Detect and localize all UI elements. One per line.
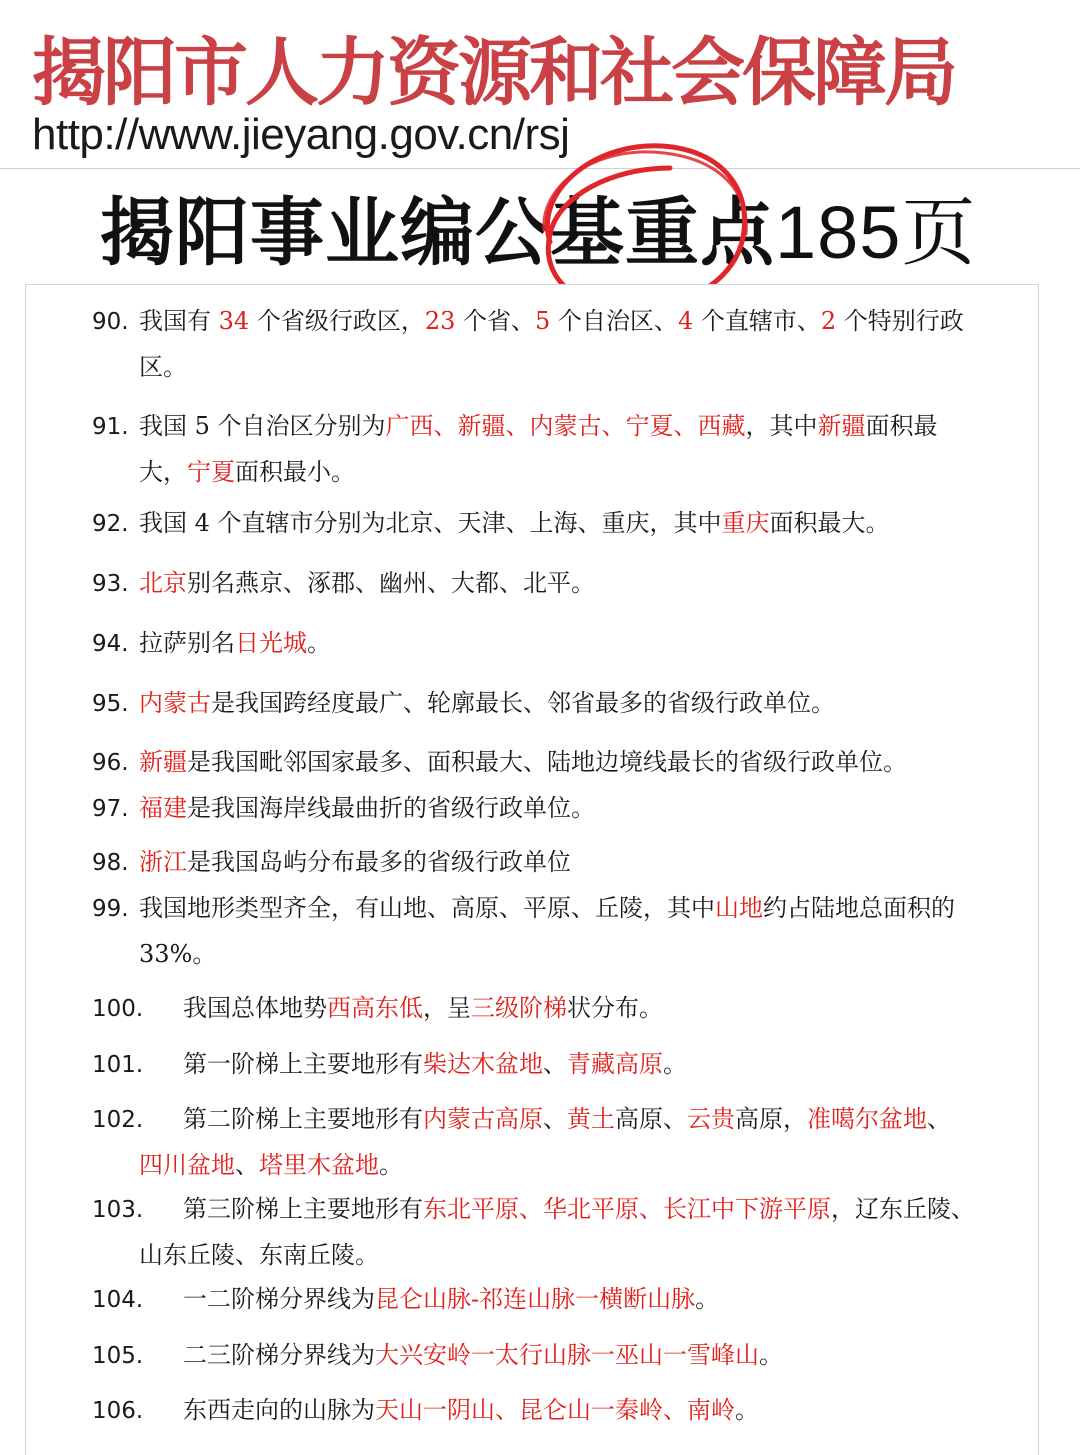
list-item (92, 404, 1004, 495)
list-item (92, 1097, 1004, 1188)
list-item (92, 681, 1004, 727)
body-text: 是我国毗邻国家最多、面积最大、陆地边境线最长的省级行政单位。 (187, 748, 907, 776)
item-text-line (92, 1233, 1004, 1278)
body-text: 。 (759, 1341, 783, 1369)
highlight-text: 福建 (139, 794, 187, 822)
body-text: 个省级行政区， (249, 307, 425, 335)
body-text: 。 (695, 1285, 720, 1313)
body-text: 一二阶梯分界线为 (183, 1285, 375, 1313)
highlight-text: 内蒙古高原 (423, 1105, 543, 1133)
highlight-text: 天山一阴山、昆仑山一秦岭、南岭 (375, 1396, 735, 1424)
item-text-line (139, 412, 938, 440)
highlight-text: 青藏高原 (567, 1050, 663, 1078)
body-text: ，呈 (423, 994, 471, 1022)
item-text-line (183, 1105, 951, 1133)
item-number: 101. (92, 1052, 144, 1078)
highlight-text: 23 (424, 307, 456, 335)
body-text: 面积最小。 (235, 458, 355, 486)
list-item (92, 740, 1004, 786)
item-number: 95. (92, 691, 129, 717)
headline-text: 揭阳事业编公基重点 (100, 190, 775, 276)
body-text: ，辽东丘陵、 (831, 1195, 975, 1223)
highlight-text: 准噶尔盆地 (807, 1105, 927, 1133)
item-number: 105. (92, 1343, 144, 1369)
body-text: 、 (543, 1105, 567, 1133)
page-headline (100, 174, 976, 280)
highlight-text: 日光城 (235, 629, 307, 657)
body-text: 我国总体地势 (183, 994, 327, 1022)
item-number: 90. (92, 309, 129, 335)
body-text: 山东丘陵、东南丘陵。 (139, 1241, 379, 1269)
highlight-text: 浙江 (139, 848, 187, 876)
body-text: 个自治区、 (550, 307, 678, 335)
list-item (92, 986, 1004, 1032)
body-text: 面积最 (865, 412, 938, 440)
item-number: 93. (92, 571, 129, 597)
body-text: 。 (735, 1396, 759, 1424)
highlight-text: 2 (820, 307, 837, 335)
body-text: 我国有 (139, 307, 219, 335)
item-text-line (92, 450, 1004, 495)
item-text-line (183, 994, 663, 1022)
highlight-text: 东北平原、华北平原、长江中下游平原 (423, 1195, 831, 1223)
item-text-line (139, 794, 595, 822)
highlight-text: 塔里木盆地 (259, 1151, 379, 1179)
body-text: 、 (543, 1050, 567, 1078)
body-text: 我国地形类型齐全，有山地、高原、平原、丘陵，其中 (139, 894, 715, 922)
body-text: 高原、 (615, 1105, 687, 1133)
highlight-text: 5 (535, 307, 551, 335)
item-text-line (183, 1396, 759, 1424)
body-text: ，其中 (745, 412, 818, 440)
item-text-line (183, 1195, 975, 1223)
item-text-line (139, 629, 331, 657)
item-number: 100. (92, 996, 144, 1022)
list-item (92, 561, 1004, 607)
body-text: 。 (307, 629, 331, 657)
item-text-line (92, 1143, 1004, 1188)
highlight-text: 北京 (139, 569, 187, 597)
list-item (92, 1187, 1004, 1278)
body-text: 。 (379, 1151, 403, 1179)
highlight-text: 新疆 (139, 748, 187, 776)
highlight-text: 重庆 (721, 509, 770, 537)
highlight-text: 宁夏 (187, 458, 235, 486)
body-text: 第三阶梯上主要地形有 (183, 1195, 423, 1223)
highlight-text: 34 (218, 307, 250, 335)
body-text: 别名燕京、涿郡、幽州、大都、北平。 (187, 569, 595, 597)
highlight-text: 昆仑山脉-祁连山脉一横断山脉 (375, 1285, 696, 1313)
highlight-text: 西高东低 (327, 994, 423, 1022)
body-text: 约占陆地总面积的 (763, 894, 955, 922)
list-item (92, 1042, 1004, 1088)
highlight-text: 黄土 (567, 1105, 615, 1133)
body-text: 第一阶梯上主要地形有 (183, 1050, 423, 1078)
item-text-line (139, 569, 595, 597)
highlight-text: 广西、新疆、内蒙古、宁夏、西藏 (385, 412, 746, 440)
item-text-line (183, 1341, 783, 1369)
highlight-text: 四川盆地 (139, 1151, 235, 1179)
highlight-text: 山地 (715, 894, 763, 922)
item-number: 98. (92, 850, 129, 876)
body-text: 拉萨别名 (139, 629, 235, 657)
highlight-text: 云贵 (687, 1105, 735, 1133)
item-number: 97. (92, 796, 129, 822)
body-text: 是我国跨经度最广、轮廓最长、邻省最多的省级行政单位。 (211, 689, 835, 717)
list-item (92, 1333, 1004, 1379)
body-text: 面积最大。 (769, 509, 890, 537)
item-text-line (139, 689, 835, 717)
highlight-text: 柴达木盆地 (423, 1050, 543, 1078)
item-text-line (139, 894, 955, 922)
list-item (92, 299, 1004, 390)
body-text: 、 (235, 1151, 259, 1179)
item-number: 99. (92, 896, 129, 922)
body-text: 大， (139, 458, 187, 486)
body-text: 第二阶梯上主要地形有 (183, 1105, 423, 1133)
list-item (92, 840, 1004, 886)
item-number: 91. (92, 414, 129, 440)
body-text: 我国 4 个直辖市分别为北京、天津、上海、重庆，其中 (139, 509, 722, 537)
body-text: 高原， (735, 1105, 807, 1133)
item-number: 92. (92, 511, 129, 537)
highlight-text: 三级阶梯 (471, 994, 567, 1022)
body-text: 。 (663, 1050, 687, 1078)
item-text-line (92, 345, 1004, 390)
highlight-text: 新疆 (817, 412, 866, 440)
org-name-banner: 揭阳市人力资源和社会保障局 (32, 30, 955, 116)
highlight-text: 4 (677, 307, 694, 335)
item-text-line (139, 307, 964, 335)
highlight-text: 大兴安岭一太行山脉一巫山一雪峰山 (375, 1341, 759, 1369)
list-item (92, 786, 1004, 832)
item-text-line (139, 509, 890, 537)
item-number: 106. (92, 1398, 144, 1424)
item-number: 94. (92, 631, 129, 657)
header-divider (0, 168, 1080, 169)
list-item (92, 501, 1004, 547)
list-item (92, 1388, 1004, 1434)
item-number: 104. (92, 1287, 144, 1313)
item-text-line (92, 932, 1004, 977)
body-text: 东西走向的山脉为 (183, 1396, 375, 1424)
body-text: 状分布。 (567, 994, 663, 1022)
body-text: 区。 (139, 353, 187, 381)
item-text-line (139, 848, 571, 876)
item-text-line (139, 748, 907, 776)
list-item (92, 1277, 1004, 1323)
body-text: 个省、 (455, 307, 536, 335)
body-text: 个直辖市、 (693, 307, 821, 335)
body-text: 是我国海岸线最曲折的省级行政单位。 (187, 794, 595, 822)
page-header (0, 0, 1080, 170)
item-number: 96. (92, 750, 129, 776)
body-text: 是我国岛屿分布最多的省级行政单位 (187, 848, 571, 876)
highlight-text: 内蒙古 (139, 689, 211, 717)
list-item (92, 621, 1004, 667)
body-text: 、 (927, 1105, 951, 1133)
body-text: 二三阶梯分界线为 (183, 1341, 375, 1369)
item-number: 102. (92, 1107, 144, 1133)
item-text-line (183, 1050, 687, 1078)
org-url: http://www.jieyang.gov.cn/rsj (32, 110, 570, 159)
headline-page-count: 185页 (775, 191, 977, 274)
body-text: 个特别行政 (836, 307, 964, 335)
body-text: 我国 5 个自治区分别为 (139, 412, 386, 440)
list-item (92, 886, 1004, 977)
item-text-line (183, 1285, 719, 1313)
body-text: 33%。 (139, 940, 217, 968)
item-number: 103. (92, 1197, 144, 1223)
